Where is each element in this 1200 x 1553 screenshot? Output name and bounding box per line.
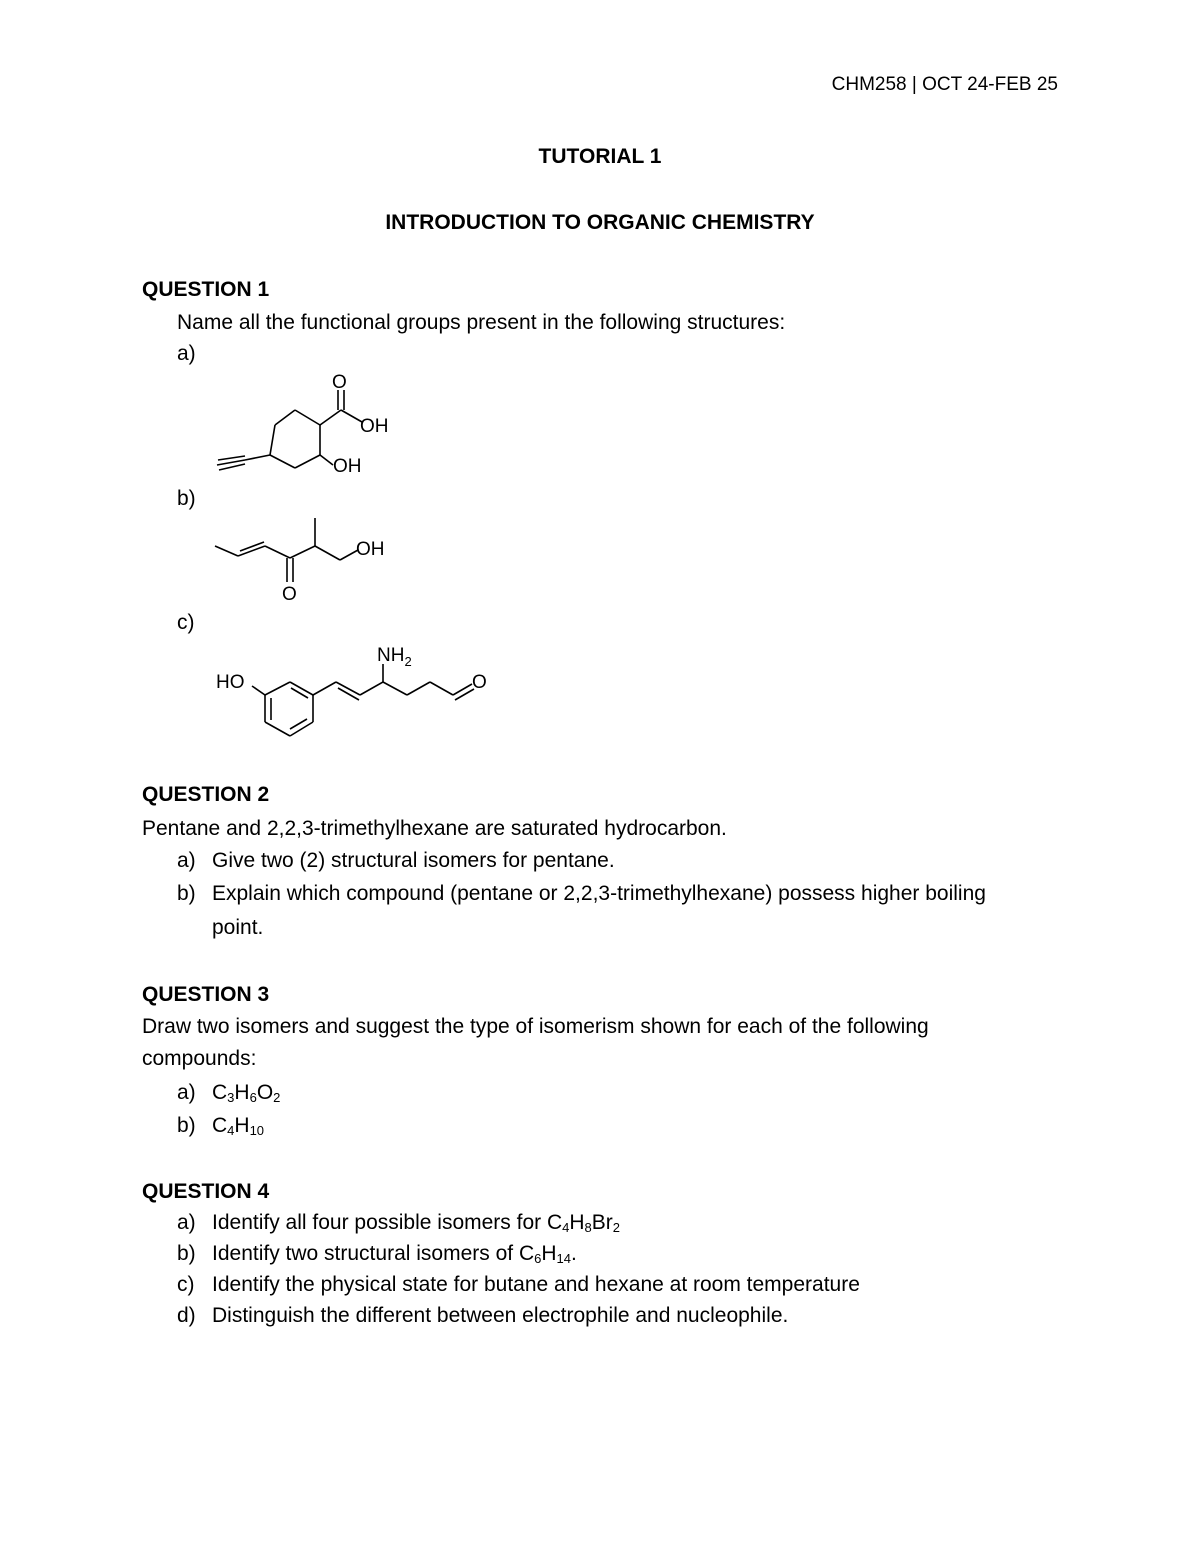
structure-a-oxygen: O <box>332 372 347 393</box>
q2-a-text: Give two (2) structural isomers for pentane. <box>212 849 615 872</box>
structure-c-ho: HO <box>216 672 245 693</box>
q3-b-label: b) <box>177 1114 196 1137</box>
structure-b-chain <box>215 518 358 560</box>
q4-c-text: Identify the physical state for butane and hexane at room temperature <box>212 1273 860 1296</box>
q4-a-label: a) <box>177 1211 196 1234</box>
structure-a-diagram <box>205 370 405 480</box>
structure-b-oh: OH <box>356 539 385 560</box>
q1-c-label: c) <box>177 611 195 634</box>
page-title: TUTORIAL 1 <box>538 145 662 168</box>
q4-b-text: Identify two structural isomers of $C_6H_{14}$. <box>212 1242 577 1266</box>
q3-heading: QUESTION 3 <box>142 983 270 1006</box>
alkyne-triple-bond <box>217 455 270 470</box>
structure-a-oh-ring: OH <box>333 456 362 477</box>
q4-d-text: Distinguish the different between electrophile and nucleophile. <box>212 1304 789 1327</box>
q1-b-label: b) <box>177 487 196 510</box>
page-subtitle: INTRODUCTION TO ORGANIC CHEMISTRY <box>385 211 815 234</box>
structure-c-diagram <box>210 640 510 745</box>
q2-intro: Pentane and 2,2,3-trimethylhexane are saturated hydrocarbon. <box>142 817 727 840</box>
structure-c-chain <box>313 664 474 700</box>
structure-b-oxygen: O <box>282 584 297 605</box>
q4-d-label: d) <box>177 1304 196 1327</box>
benzene-ring <box>265 682 313 736</box>
structure-c-nh2: $NH_2$ <box>377 645 412 669</box>
q2-b-text-line2: point. <box>212 916 264 939</box>
q2-b-label: b) <box>177 882 196 905</box>
q2-b-text-line1: Explain which compound (pentane or 2,2,3-trimethylhexane) possess higher boiling <box>212 882 986 905</box>
structure-c-oxygen: O <box>472 672 487 693</box>
phenol-bond <box>252 686 265 695</box>
q1-a-label: a) <box>177 342 196 365</box>
carboxylic-acid-group <box>320 390 362 425</box>
structure-a-oh-acid: OH <box>360 416 389 437</box>
structure-b-diagram <box>210 510 410 605</box>
q3-a-label: a) <box>177 1081 196 1104</box>
q4-heading: QUESTION 4 <box>142 1180 270 1203</box>
q3-intro-line2: compounds: <box>142 1047 257 1070</box>
q3-a-formula: $C_3H_6O_2$ <box>212 1081 281 1105</box>
q4-b-label: b) <box>177 1242 196 1265</box>
q4-c-label: c) <box>177 1273 195 1296</box>
q1-heading: QUESTION 1 <box>142 278 270 301</box>
q1-instruction: Name all the functional groups present in the following structures: <box>177 311 786 334</box>
hydroxyl-bond <box>320 455 333 465</box>
cyclohexane-ring <box>270 410 320 468</box>
q2-a-label: a) <box>177 849 196 872</box>
q3-b-formula: $C_4H_{10}$ <box>212 1114 265 1138</box>
q4-a-text: Identify all four possible isomers for $C_4H_8Br_2$ <box>212 1211 621 1235</box>
ketone-group <box>287 558 293 582</box>
q3-intro-line1: Draw two isomers and suggest the type of isomerism shown for each of the following <box>142 1015 929 1038</box>
q2-heading: QUESTION 2 <box>142 783 270 806</box>
course-header: CHM258 | OCT 24-FEB 25 <box>831 74 1058 95</box>
